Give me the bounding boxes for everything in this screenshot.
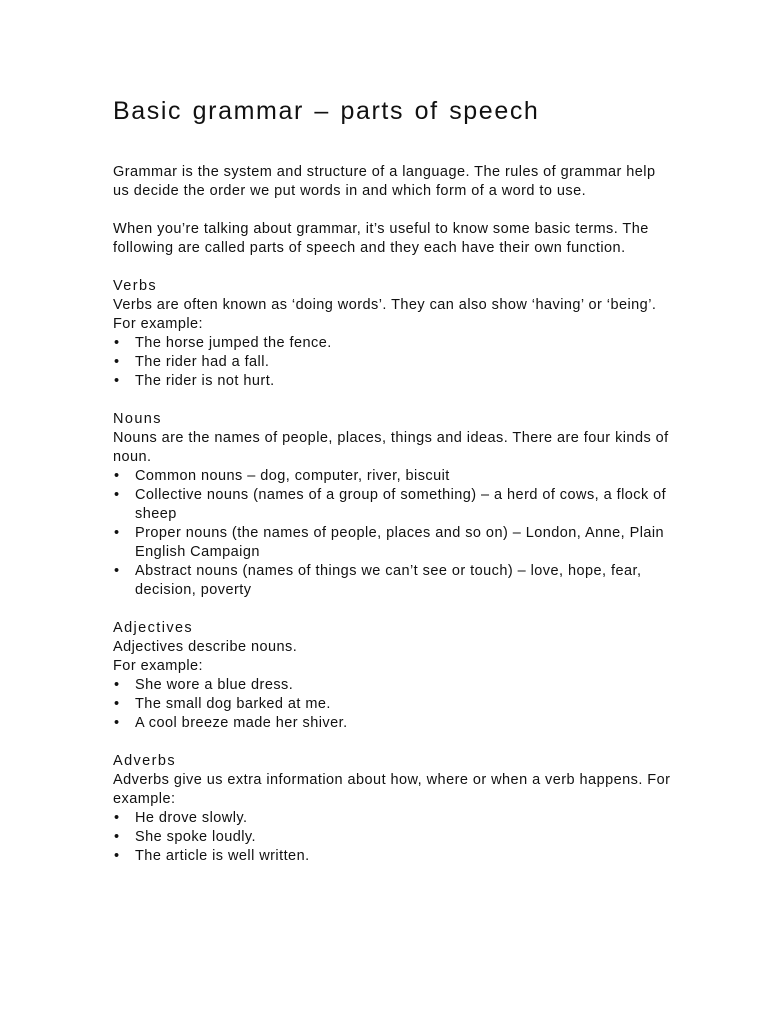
section-description-adverbs: Adverbs give us extra information about how, where or when a verb happens. For example:	[113, 772, 671, 807]
list-item	[113, 695, 673, 714]
list-item	[113, 524, 673, 562]
page-title: Basic grammar – parts of speech	[113, 97, 540, 125]
list-item-text: The article is well written.	[135, 848, 310, 864]
list-item-text: The rider is not hurt.	[135, 373, 275, 389]
list-item-text: Abstract nouns (names of things we can’t see or touch) – love, hope, fear, decision, poverty	[135, 563, 642, 598]
bullet-list-nouns	[113, 467, 673, 600]
list-item-text: She spoke loudly.	[135, 829, 257, 845]
bullet-list-adverbs	[113, 809, 673, 866]
bullet-icon: •	[114, 810, 120, 826]
section-adverbs	[113, 752, 673, 866]
section-description-adjectives: Adjectives describe nouns.	[113, 639, 298, 655]
list-item	[113, 676, 673, 695]
bullet-icon: •	[114, 848, 120, 864]
list-item-text: Collective nouns (names of a group of something) – a herd of cows, a flock of sheep	[135, 487, 667, 522]
bullet-icon: •	[114, 335, 120, 351]
list-item-text: She wore a blue dress.	[135, 677, 294, 693]
list-item	[113, 809, 673, 828]
bullet-list-verbs	[113, 334, 673, 391]
list-item	[113, 372, 673, 391]
document-content	[113, 96, 673, 866]
list-item	[113, 828, 673, 847]
bullet-icon: •	[114, 696, 120, 712]
section-adjectives	[113, 619, 673, 733]
example-label-adjectives: For example:	[113, 658, 204, 674]
list-item	[113, 334, 673, 353]
section-heading-verbs: Verbs	[113, 278, 158, 294]
intro-paragraph-2: When you’re talking about grammar, it’s useful to know some basic terms. The following are called parts of speech and they each have their own function.	[113, 221, 649, 256]
bullet-icon: •	[114, 829, 120, 845]
bullet-icon: •	[114, 525, 120, 541]
list-item	[113, 467, 673, 486]
list-item-text: The small dog barked at me.	[135, 696, 331, 712]
list-item-text: He drove slowly.	[135, 810, 248, 826]
list-item	[113, 714, 673, 733]
list-item-text: A cool breeze made her shiver.	[135, 715, 348, 731]
section-description-verbs: Verbs are often known as ‘doing words’. They can also show ‘having’ or ‘being’.	[113, 297, 657, 313]
list-item	[113, 562, 673, 600]
section-heading-adverbs: Adverbs	[113, 753, 176, 769]
intro-paragraph-1: Grammar is the system and structure of a language. The rules of grammar help us decide the order we put words in and which form of a word to use.	[113, 164, 656, 199]
bullet-icon: •	[114, 373, 120, 389]
bullet-icon: •	[114, 563, 120, 579]
bullet-icon: •	[114, 487, 120, 503]
bullet-icon: •	[114, 715, 120, 731]
list-item	[113, 847, 673, 866]
list-item-text: Proper nouns (the names of people, places and so on) – London, Anne, Plain English Campaign	[135, 525, 665, 560]
bullet-icon: •	[114, 354, 120, 370]
list-item	[113, 486, 673, 524]
list-item	[113, 353, 673, 372]
list-item-text: Common nouns – dog, computer, river, biscuit	[135, 468, 450, 484]
list-item-text: The horse jumped the fence.	[135, 335, 332, 351]
section-heading-adjectives: Adjectives	[113, 620, 194, 636]
section-heading-nouns: Nouns	[113, 411, 162, 427]
section-description-nouns: Nouns are the names of people, places, things and ideas. There are four kinds of noun.	[113, 430, 669, 465]
list-item-text: The rider had a fall.	[135, 354, 270, 370]
bullet-icon: •	[114, 677, 120, 693]
bullet-icon: •	[114, 468, 120, 484]
section-verbs	[113, 277, 673, 391]
bullet-list-adjectives	[113, 676, 673, 733]
section-nouns	[113, 410, 673, 600]
example-label-verbs: For example:	[113, 316, 204, 332]
